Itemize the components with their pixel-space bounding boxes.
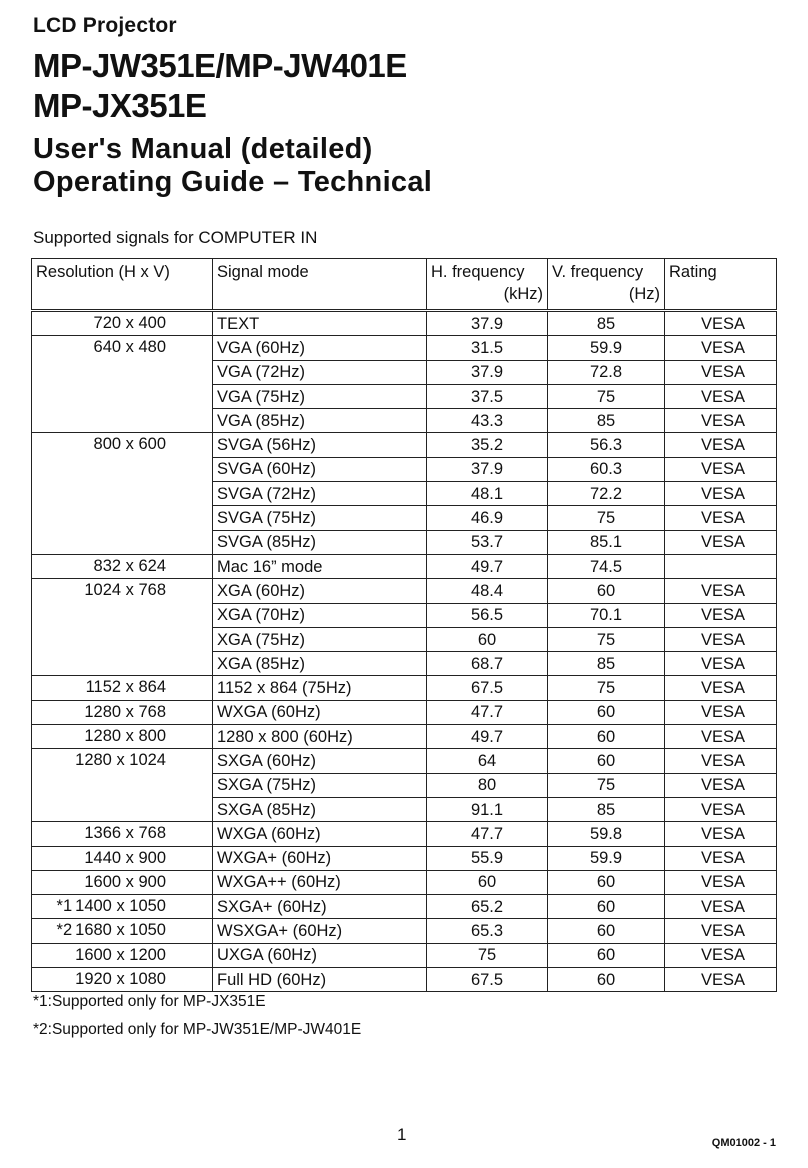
cell-v-frequency: 75	[548, 384, 665, 408]
table-row	[32, 773, 777, 797]
cell-resolution	[32, 725, 213, 749]
resolution-value: 1280 x 1024	[75, 751, 166, 770]
cell-resolution	[32, 457, 213, 481]
cell-v-frequency: 59.9	[548, 336, 665, 360]
cell-resolution	[32, 652, 213, 676]
table-row	[32, 579, 777, 603]
cell-signal-mode: 1280 x 800 (60Hz)	[213, 725, 427, 749]
table-row	[32, 554, 777, 578]
cell-v-frequency: 70.1	[548, 603, 665, 627]
cell-rating: VESA	[665, 676, 777, 700]
resolution-value: 1280 x 800	[84, 727, 166, 746]
section-title: Supported signals for COMPUTER IN	[33, 228, 318, 247]
model-heading-line2: MP-JX351E	[33, 87, 207, 124]
cell-v-frequency: 60	[548, 579, 665, 603]
cell-v-frequency: 75	[548, 627, 665, 651]
cell-signal-mode: XGA (70Hz)	[213, 603, 427, 627]
footnote-marker: *2	[56, 921, 73, 940]
cell-h-frequency: 49.7	[427, 725, 548, 749]
cell-v-frequency: 85	[548, 797, 665, 821]
table-row	[32, 676, 777, 700]
cell-v-frequency: 60	[548, 870, 665, 894]
cell-h-frequency: 67.5	[427, 676, 548, 700]
cell-rating: VESA	[665, 579, 777, 603]
cell-signal-mode: SXGA+ (60Hz)	[213, 895, 427, 919]
cell-v-frequency: 60	[548, 919, 665, 943]
cell-rating: VESA	[665, 360, 777, 384]
col-header-v-frequency	[548, 259, 665, 311]
cell-rating: VESA	[665, 482, 777, 506]
resolution-value: 1920 x 1080	[75, 970, 166, 989]
cell-signal-mode: TEXT	[213, 311, 427, 336]
col-rating-label: Rating	[669, 263, 717, 281]
col-header-rating	[665, 259, 777, 311]
product-heading: LCD Projector	[33, 14, 177, 37]
cell-signal-mode: VGA (75Hz)	[213, 384, 427, 408]
table-row	[32, 506, 777, 530]
cell-h-frequency: 31.5	[427, 336, 548, 360]
cell-rating: VESA	[665, 968, 777, 992]
cell-signal-mode: WXGA (60Hz)	[213, 822, 427, 846]
cell-h-frequency: 75	[427, 943, 548, 967]
resolution-value: 1600 x 1200	[75, 945, 166, 964]
cell-rating: VESA	[665, 433, 777, 457]
table-row	[32, 603, 777, 627]
table-row	[32, 846, 777, 870]
cell-v-frequency: 85.1	[548, 530, 665, 554]
footnote-marker: *1	[56, 897, 73, 916]
resolution-value: 800 x 600	[93, 435, 166, 454]
resolution-value: 720 x 400	[93, 314, 166, 332]
cell-h-frequency: 49.7	[427, 554, 548, 578]
cell-signal-mode: XGA (85Hz)	[213, 652, 427, 676]
cell-h-frequency: 37.5	[427, 384, 548, 408]
col-signal-mode-label: Signal mode	[217, 263, 309, 281]
cell-signal-mode: Full HD (60Hz)	[213, 968, 427, 992]
cell-resolution	[32, 919, 213, 943]
cell-resolution	[32, 384, 213, 408]
resolution-value: 1680 x 1050	[75, 921, 166, 940]
cell-resolution	[32, 311, 213, 336]
cell-v-frequency: 85	[548, 652, 665, 676]
cell-rating: VESA	[665, 846, 777, 870]
cell-resolution	[32, 749, 213, 773]
table-row	[32, 433, 777, 457]
cell-v-frequency: 72.2	[548, 482, 665, 506]
cell-h-frequency: 37.9	[427, 360, 548, 384]
resolution-value: 1400 x 1050	[75, 897, 166, 916]
col-header-resolution	[32, 259, 213, 311]
cell-resolution	[32, 482, 213, 506]
cell-h-frequency: 37.9	[427, 311, 548, 336]
cell-resolution	[32, 530, 213, 554]
cell-signal-mode: VGA (72Hz)	[213, 360, 427, 384]
cell-signal-mode: SVGA (56Hz)	[213, 433, 427, 457]
cell-v-frequency: 72.8	[548, 360, 665, 384]
resolution-value: 640 x 480	[93, 338, 166, 357]
col-header-signal-mode	[213, 259, 427, 311]
cell-h-frequency: 35.2	[427, 433, 548, 457]
cell-v-frequency: 59.9	[548, 846, 665, 870]
cell-resolution	[32, 846, 213, 870]
cell-rating: VESA	[665, 652, 777, 676]
cell-h-frequency: 37.9	[427, 457, 548, 481]
cell-rating: VESA	[665, 384, 777, 408]
resolution-value: 832 x 624	[93, 556, 166, 575]
col-v-frequency-label: V. frequency	[552, 263, 644, 281]
cell-signal-mode: SXGA (75Hz)	[213, 773, 427, 797]
table-row	[32, 749, 777, 773]
cell-resolution	[32, 797, 213, 821]
cell-h-frequency: 91.1	[427, 797, 548, 821]
cell-h-frequency: 56.5	[427, 603, 548, 627]
table-row	[32, 968, 777, 992]
cell-signal-mode: SVGA (60Hz)	[213, 457, 427, 481]
model-heading-line1: MP-JW351E/MP-JW401E	[33, 47, 407, 84]
cell-v-frequency: 60	[548, 700, 665, 724]
col-v-frequency-unit: (Hz)	[628, 285, 660, 303]
cell-v-frequency: 75	[548, 506, 665, 530]
cell-v-frequency: 85	[548, 409, 665, 433]
cell-v-frequency: 56.3	[548, 433, 665, 457]
cell-rating: VESA	[665, 919, 777, 943]
doc-title-line1: User's Manual (detailed)	[33, 133, 373, 165]
resolution-value: 1280 x 768	[84, 702, 166, 721]
cell-v-frequency: 60	[548, 749, 665, 773]
table-row	[32, 482, 777, 506]
table-row	[32, 822, 777, 846]
cell-v-frequency: 75	[548, 773, 665, 797]
table-row	[32, 384, 777, 408]
table-row	[32, 700, 777, 724]
cell-h-frequency: 48.4	[427, 579, 548, 603]
cell-signal-mode: WXGA++ (60Hz)	[213, 870, 427, 894]
cell-v-frequency: 74.5	[548, 554, 665, 578]
cell-h-frequency: 60	[427, 870, 548, 894]
table-row	[32, 652, 777, 676]
cell-signal-mode: VGA (60Hz)	[213, 336, 427, 360]
cell-signal-mode: WXGA+ (60Hz)	[213, 846, 427, 870]
cell-rating: VESA	[665, 311, 777, 336]
table-row	[32, 919, 777, 943]
cell-v-frequency: 59.8	[548, 822, 665, 846]
cell-rating: VESA	[665, 870, 777, 894]
cell-rating: VESA	[665, 409, 777, 433]
resolution-value: 1600 x 900	[84, 872, 166, 891]
cell-h-frequency: 55.9	[427, 846, 548, 870]
cell-signal-mode: SVGA (72Hz)	[213, 482, 427, 506]
table-row	[32, 409, 777, 433]
cell-rating: VESA	[665, 773, 777, 797]
resolution-value: 1440 x 900	[84, 848, 166, 867]
col-resolution-label: Resolution (H x V)	[36, 263, 170, 281]
cell-signal-mode: WXGA (60Hz)	[213, 700, 427, 724]
col-h-frequency-label: H. frequency	[431, 263, 525, 281]
cell-h-frequency: 46.9	[427, 506, 548, 530]
cell-resolution	[32, 773, 213, 797]
cell-v-frequency: 60	[548, 943, 665, 967]
cell-resolution	[32, 409, 213, 433]
cell-rating: VESA	[665, 700, 777, 724]
cell-v-frequency: 60	[548, 968, 665, 992]
cell-v-frequency: 60.3	[548, 457, 665, 481]
footnote-1: *1:Supported only for MP-JX351E	[33, 993, 266, 1010]
cell-rating: VESA	[665, 506, 777, 530]
cell-resolution	[32, 433, 213, 457]
table-row	[32, 627, 777, 651]
cell-resolution	[32, 676, 213, 700]
cell-rating: VESA	[665, 627, 777, 651]
cell-rating: VESA	[665, 457, 777, 481]
cell-signal-mode: SVGA (85Hz)	[213, 530, 427, 554]
cell-h-frequency: 80	[427, 773, 548, 797]
cell-signal-mode: SXGA (60Hz)	[213, 749, 427, 773]
table-row	[32, 530, 777, 554]
doc-title-line2: Operating Guide – Technical	[33, 166, 433, 198]
cell-h-frequency: 65.2	[427, 895, 548, 919]
cell-signal-mode: SVGA (75Hz)	[213, 506, 427, 530]
cell-signal-mode: UXGA (60Hz)	[213, 943, 427, 967]
cell-resolution	[32, 870, 213, 894]
cell-signal-mode: XGA (75Hz)	[213, 627, 427, 651]
table-row	[32, 336, 777, 360]
cell-v-frequency: 60	[548, 725, 665, 749]
table-header-row	[32, 259, 777, 311]
cell-rating: VESA	[665, 530, 777, 554]
table-row	[32, 943, 777, 967]
supported-signals-table	[31, 258, 777, 992]
cell-h-frequency: 65.3	[427, 919, 548, 943]
cell-signal-mode: XGA (60Hz)	[213, 579, 427, 603]
cell-signal-mode: 1152 x 864 (75Hz)	[213, 676, 427, 700]
cell-rating: VESA	[665, 749, 777, 773]
cell-h-frequency: 68.7	[427, 652, 548, 676]
col-h-frequency-unit: (kHz)	[503, 285, 543, 303]
cell-rating: VESA	[665, 943, 777, 967]
cell-resolution	[32, 968, 213, 992]
cell-h-frequency: 53.7	[427, 530, 548, 554]
cell-rating: VESA	[665, 603, 777, 627]
cell-rating: VESA	[665, 797, 777, 821]
cell-h-frequency: 67.5	[427, 968, 548, 992]
table-row	[32, 895, 777, 919]
table-row	[32, 797, 777, 821]
cell-h-frequency: 47.7	[427, 822, 548, 846]
cell-h-frequency: 60	[427, 627, 548, 651]
cell-rating: VESA	[665, 725, 777, 749]
table-row	[32, 457, 777, 481]
cell-resolution	[32, 627, 213, 651]
cell-signal-mode: VGA (85Hz)	[213, 409, 427, 433]
cell-signal-mode: SXGA (85Hz)	[213, 797, 427, 821]
table-body	[32, 311, 777, 992]
cell-resolution	[32, 700, 213, 724]
cell-h-frequency: 43.3	[427, 409, 548, 433]
cell-rating: VESA	[665, 336, 777, 360]
cell-h-frequency: 47.7	[427, 700, 548, 724]
cell-rating: VESA	[665, 822, 777, 846]
table-row	[32, 725, 777, 749]
cell-resolution	[32, 895, 213, 919]
cell-h-frequency: 48.1	[427, 482, 548, 506]
cell-resolution	[32, 579, 213, 603]
resolution-value: 1024 x 768	[84, 581, 166, 600]
col-header-h-frequency	[427, 259, 548, 311]
resolution-value: 1152 x 864	[85, 678, 166, 697]
cell-v-frequency: 60	[548, 895, 665, 919]
page-number: 1	[397, 1125, 407, 1144]
cell-resolution	[32, 822, 213, 846]
resolution-value: 1366 x 768	[84, 824, 166, 843]
table-row	[32, 870, 777, 894]
cell-resolution	[32, 336, 213, 360]
cell-resolution	[32, 360, 213, 384]
cell-v-frequency: 85	[548, 311, 665, 336]
cell-rating: VESA	[665, 895, 777, 919]
cell-signal-mode: WSXGA+ (60Hz)	[213, 919, 427, 943]
cell-signal-mode: Mac 16” mode	[213, 554, 427, 578]
document-code: QM01002 - 1	[711, 1137, 776, 1149]
table-row	[32, 360, 777, 384]
footnote-2: *2:Supported only for MP-JW351E/MP-JW401E	[33, 1021, 362, 1038]
cell-resolution	[32, 603, 213, 627]
cell-v-frequency: 75	[548, 676, 665, 700]
cell-resolution	[32, 554, 213, 578]
table-row	[32, 311, 777, 336]
cell-rating	[665, 554, 777, 578]
cell-h-frequency: 64	[427, 749, 548, 773]
cell-resolution	[32, 506, 213, 530]
cell-resolution	[32, 943, 213, 967]
